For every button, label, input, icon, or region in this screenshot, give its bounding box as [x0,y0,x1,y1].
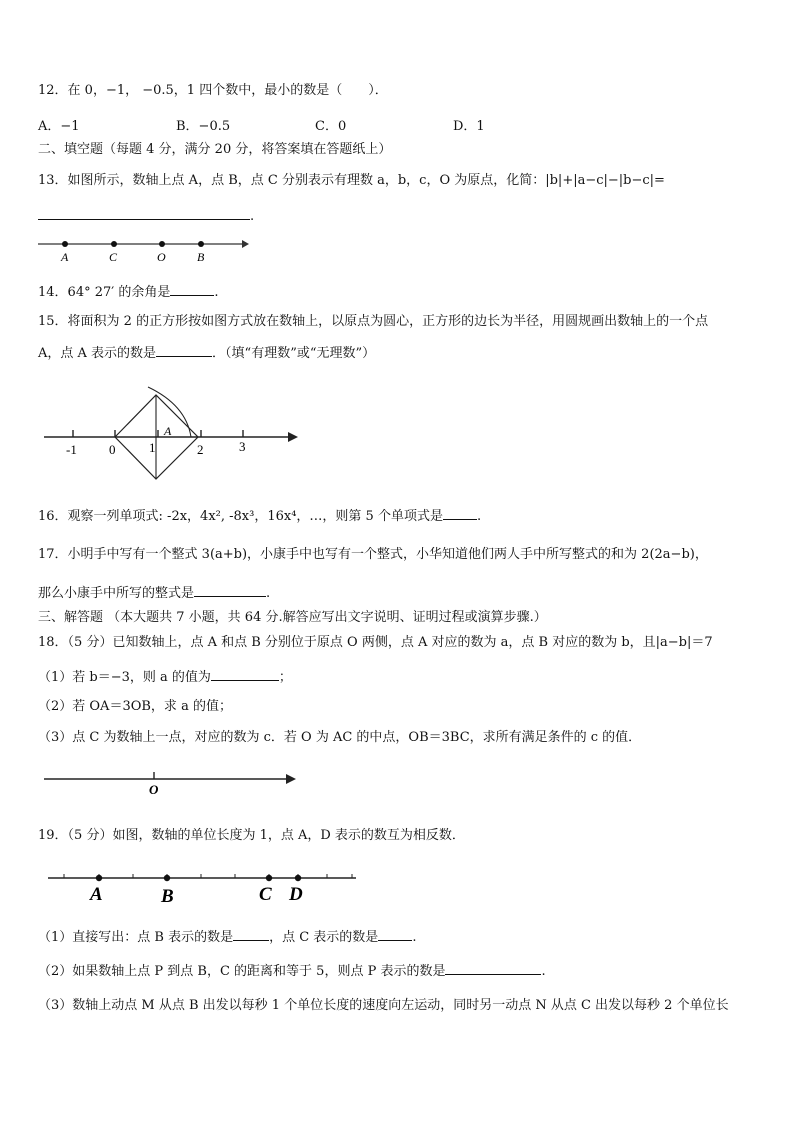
q18-part1-blank[interactable] [211,667,279,681]
q19-part3: （3）数轴上动点 M 从点 B 出发以每秒 1 个单位长度的速度向左运动，同时另一动点 N 从点 C 出发以每秒 2 个单位长 [38,998,729,1013]
q15-stem-line1: 15．将面积为 2 的正方形按如图方式放在数轴上，以原点为圆心，正方形的边长为半径，用圆规画出数轴上的一个点 [38,314,709,329]
q15-tick-minus1: -1 [66,442,77,457]
q19-label-a: A [90,884,103,905]
q15-square-number-line-figure [36,383,302,501]
q15-tick-1: 1 [149,440,156,455]
q18-number-line-figure [40,768,300,798]
q12-option-d: D．1 [453,119,485,134]
q13-answer-line: . [38,206,254,226]
q13-label-a: A [61,250,69,264]
q15-line2 [38,343,375,363]
q16-answer-blank[interactable] [443,506,477,520]
q19-part2-text: （2）如果数轴上点 P 到点 B，C 的距离和等于 5，则点 P 表示的数是 [38,964,446,979]
section-2-heading: 二、填空题（每题 4 分，满分 20 分，将答案填在答题纸上） [38,142,392,157]
q19-label-b: B [161,886,174,907]
q19-label-c: C [259,884,272,905]
q19-part1-end: . [412,930,417,945]
q15-tick-3: 3 [239,439,246,454]
q19-part1-text-a: （1）直接写出：点 B 表示的数是 [38,930,234,945]
q18-part1-text: （1）若 b＝−3，则 a 的值为 [38,670,211,685]
q18-part1-end: ； [278,670,292,685]
q19-part2 [38,961,546,981]
q15-hint: ．（填“有理数”或“无理数”） [212,346,376,361]
q13-answer-blank[interactable] [38,206,250,220]
q12-option-b: B．−0.5 [176,119,231,134]
q15-tick-0: 0 [109,442,116,457]
q13-label-o: O [157,250,166,264]
q14-stem: 14．64° 27′ 的余角是 [38,285,171,300]
q15-stem-line2: A，点 A 表示的数是 [38,346,157,361]
q15-tick-2: 2 [197,442,204,457]
q19-part1-text-b: ，点 C 表示的数是 [269,930,379,945]
q15-answer-blank[interactable] [156,343,212,357]
q13-number-line-figure [36,236,250,266]
q19-stem: 19．（5 分）如图，数轴的单位长度为 1，点 A，D 表示的数互为相反数． [38,828,465,843]
q17-line2 [38,583,270,603]
q18-stem: 18．（5 分）已知数轴上，点 A 和点 B 分别位于原点 O 两侧，点 A 对应的数为 a，点 B 对应的数为 b，且|a−b|＝7 [38,635,713,650]
q13-stem: 13．如图所示，数轴上点 A，点 B，点 C 分别表示有理数 a，b，c，O 为原点，化简：|b|+|a−c|−|b−c|= [38,173,665,188]
q19-part1-blank-b[interactable] [233,927,269,941]
section-3-heading: 三、解答题 （本大题共 7 小题，共 64 分.解答应写出文字说明、证明过程或演算步骤.） [38,610,547,625]
q12-option-a: A．−1 [38,119,80,134]
q16-end: . [476,509,482,524]
q12-stem: 12．在 0，−1， −0.5，1 四个数中，最小的数是（ ）． [38,83,388,98]
q12-option-c: C．0 [315,119,347,134]
q13-label-b: B [197,250,205,264]
q16-line [38,506,481,526]
q19-part2-blank[interactable] [445,961,541,975]
q17-stem-line1: 17．小明手中写有一个整式 3(a+b)，小康手中也写有一个整式，小华知道他们两人手中所写整式的和为 2(2a−b)， [38,547,708,562]
q13-label-c: C [109,250,118,264]
q14-answer-blank[interactable] [170,282,214,296]
q18-part2: （2）若 OA＝3OB，求 a 的值； [38,699,232,714]
q18-part3: （3）点 C 为数轴上一点，对应的数为 c．若 O 为 AC 的中点，OB＝3BC，求所有满足条件的 c 的值． [38,730,642,745]
q19-number-line-figure [44,864,362,908]
q17-end: . [266,586,271,601]
q15-point-a-label: A [164,424,172,438]
q19-part1 [38,927,416,947]
q19-label-d: D [289,884,303,905]
q17-answer-blank[interactable] [194,583,266,597]
q19-part1-blank-c[interactable] [378,927,412,941]
q19-part2-end: . [541,964,546,979]
q14-line [38,282,218,302]
q18-part1 [38,667,292,687]
q14-end: . [214,285,219,300]
q17-stem-line2: 那么小康手中所写的整式是 [38,586,195,601]
q18-origin-label: O [149,782,159,797]
q16-stem: 16．观察一列单项式: -2x，4x², -8x³，16x⁴，…，则第 5 个单项式是 [38,509,443,524]
